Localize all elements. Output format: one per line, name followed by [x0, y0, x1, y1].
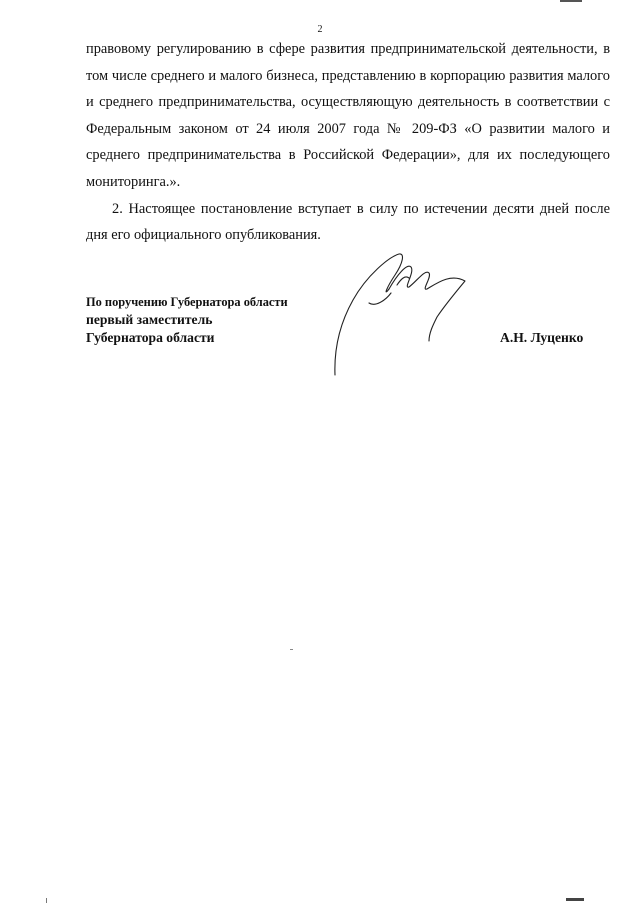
- signature-block: [86, 293, 288, 347]
- paragraph-1: правовому регулированию в сфере развития предпринимательской деятельности, в том числе среднего и малого бизнеса, представлению в корпорацию развития малого и среднего предпринимательства, осуществляющую деятельность в соответствии с Федеральным законом от 24 июля 2007 года № 209-ФЗ «О развитии малого и среднего предпринимательства в Российской Федерации», для их последующего мониторинга.».: [86, 41, 610, 190]
- signature-authority-line: По поручению Губернатора области: [86, 295, 288, 309]
- page-number: 2: [317, 24, 323, 35]
- scan-footer-mark-right: [566, 898, 584, 901]
- scan-footer-mark-left: [46, 898, 47, 903]
- handwritten-signature: [325, 245, 475, 380]
- paragraph-2: 2. Настоящее постановление вступает в силу по истечении десяти дней после дня его официального опубликования.: [86, 200, 610, 244]
- signature-position-line: первый заместитель: [86, 312, 213, 327]
- document-body: [86, 36, 610, 249]
- scan-speck: [290, 649, 293, 650]
- scan-corner-mark: [560, 0, 582, 2]
- signature-office-line: Губернатора области: [86, 330, 215, 345]
- signer-name: А.Н. Луценко: [500, 330, 584, 345]
